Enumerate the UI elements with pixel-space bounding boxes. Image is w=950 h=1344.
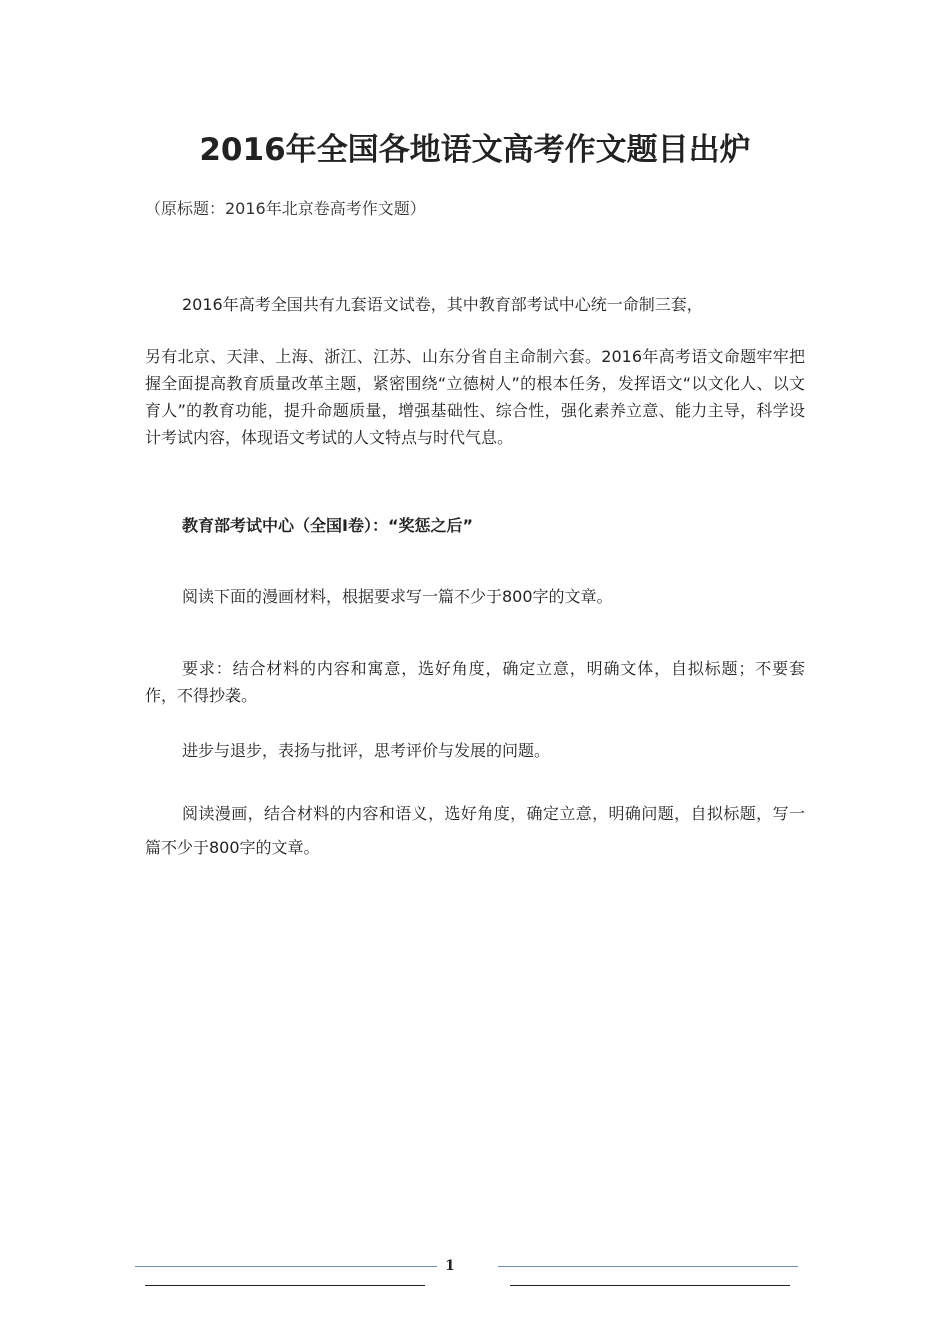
intro-paragraph xyxy=(145,291,805,451)
page-number: 1 xyxy=(445,1258,455,1274)
intro-paragraph-body: 另有北京、天津、上海、浙江、江苏、山东分省自主命制六套。2016年高考语文命题牢牢把握全面提高教育质量改革主题，紧密围绕“立德树人”的根本任务，发挥语文“以文化人、以文育人”的教育功能，提升命题质量，增强基础性、综合性，强化素养立意、能力主导，科学设计考试内容，体现语文考试的人文特点与时代气息。 xyxy=(145,347,805,447)
section-heading: 教育部考试中心（全国Ⅰ卷）：“奖惩之后” xyxy=(182,516,473,535)
footer-line-right-top xyxy=(498,1266,798,1267)
original-title-note: （原标题：2016年北京卷高考作文题） xyxy=(145,199,426,218)
theme-paragraph: 进步与退步，表扬与批评，思考评价与发展的问题。 xyxy=(182,741,551,760)
intro-paragraph-line1: 2016年高考全国共有九套语文试卷，其中教育部考试中心统一命制三套， xyxy=(182,295,703,314)
page-title: 2016年全国各地语文高考作文题目出炉 xyxy=(199,132,751,168)
requirements-paragraph: 要求：结合材料的内容和寓意，选好角度，确定立意，明确文体，自拟标题；不要套作，不得抄袭。 xyxy=(145,659,805,705)
footer-line-left-bottom xyxy=(145,1285,425,1286)
comic-instruction: 阅读漫画，结合材料的内容和语义，选好角度，确定立意，明确问题，自拟标题，写一篇不少于800字的文章。 xyxy=(145,804,805,857)
footer-line-left-top xyxy=(135,1266,437,1267)
footer-line-right-bottom xyxy=(510,1285,790,1286)
reading-instruction: 阅读下面的漫画材料，根据要求写一篇不少于800字的文章。 xyxy=(182,587,613,606)
